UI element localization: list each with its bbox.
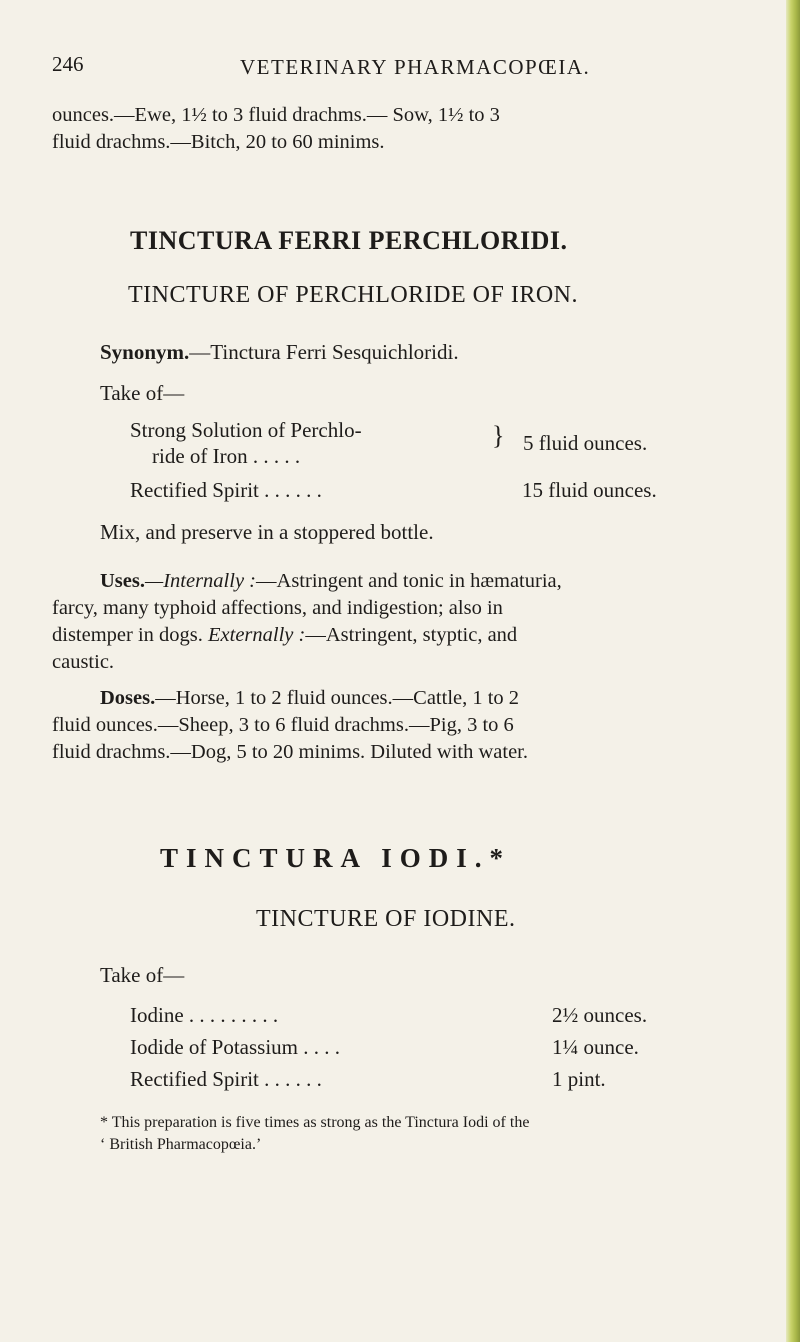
ingredient-name: Rectified Spirit <box>130 478 259 502</box>
dot-leader: . . . . <box>298 1035 340 1059</box>
ingredient-row <box>130 1067 322 1092</box>
ingredient-amount: 1 pint. <box>552 1067 606 1091</box>
continuation-line-2: fluid drachms.—Bitch, 20 to 60 minims. <box>52 131 385 153</box>
brace-symbol: } <box>492 421 505 450</box>
take-of-label: Take of— <box>100 963 185 987</box>
ingredient-amount: 2½ ounces. <box>552 1003 648 1027</box>
uses-externally: Externally : <box>208 624 306 646</box>
ingredient-row <box>130 1003 278 1028</box>
ingredient-name: Rectified Spirit <box>130 1067 259 1091</box>
ingredient-name: Iodine <box>130 1003 184 1027</box>
page-number: 246 <box>52 52 84 76</box>
ingredient-name: Iodide of Potassium <box>130 1035 298 1059</box>
doses-line-1: Doses.—Horse, 1 to 2 fluid ounces.—Cattle, 1 to 2 <box>100 687 520 709</box>
ingredient-amount: 15 fluid ounces. <box>522 478 657 502</box>
ingredient-name-line-1: Strong Solution of Perchlo- <box>130 418 362 442</box>
uses-line-1: Uses.—Internally :—Astringent and tonic in hæmaturia, <box>100 570 562 592</box>
ingredient-amount: 5 fluid ounces. <box>523 431 648 455</box>
section-subtitle-ferri: TINCTURE OF PERCHLORIDE OF IRON. <box>128 282 579 308</box>
ingredient-row <box>152 444 300 469</box>
synonym-line <box>100 340 459 365</box>
page-edge <box>786 0 800 1342</box>
footnote-line-1: * This preparation is five times as strong as the Tinctura Iodi of the <box>100 1114 530 1131</box>
doses-line-2: fluid ounces.—Sheep, 3 to 6 fluid drachms.—Pig, 3 to 6 <box>52 714 514 736</box>
section-title-ferri: TINCTURA FERRI PERCHLORIDI. <box>130 226 568 255</box>
take-of-label: Take of— <box>100 381 185 405</box>
doses-label: Doses. <box>100 687 156 709</box>
synonym-label: Synonym. <box>100 340 190 364</box>
dot-leader: . . . . . . <box>258 478 322 502</box>
uses-internally: —Internally : <box>144 570 257 592</box>
footnote-line-2: ‘ British Pharmacopœia.’ <box>100 1136 262 1153</box>
uses-label: Uses. <box>100 570 145 592</box>
dot-leader: . . . . . . . . . <box>183 1003 279 1027</box>
synonym-text: —Tinctura Ferri Sesquichloridi. <box>189 340 459 364</box>
section-subtitle-iodi: TINCTURE OF IODINE. <box>256 906 516 932</box>
ingredient-amount: 1¼ ounce. <box>552 1035 639 1059</box>
continuation-line-1: ounces.—Ewe, 1½ to 3 fluid drachms.— Sow, 1½ to 3 <box>52 104 500 126</box>
dot-leader: . . . . . . <box>258 1067 322 1091</box>
uses-line-2: farcy, many typhoid affections, and indigestion; also in <box>52 597 503 619</box>
running-title: VETERINARY PHARMACOPŒIA. <box>240 55 591 79</box>
uses-line-4: caustic. <box>52 651 115 673</box>
dot-leader: . . . . . <box>247 444 301 468</box>
ingredient-name-line-2: ride of Iron <box>152 444 248 468</box>
ingredient-row <box>130 478 322 503</box>
section-title-iodi: TINCTURA IODI.* <box>160 843 512 873</box>
mix-instruction: Mix, and preserve in a stoppered bottle. <box>100 520 434 544</box>
doses-line-3: fluid drachms.—Dog, 5 to 20 minims. Diluted with water. <box>52 741 529 763</box>
uses-line-3: distemper in dogs. Externally :—Astringent, styptic, and <box>52 624 518 646</box>
ingredient-row <box>130 1035 340 1060</box>
